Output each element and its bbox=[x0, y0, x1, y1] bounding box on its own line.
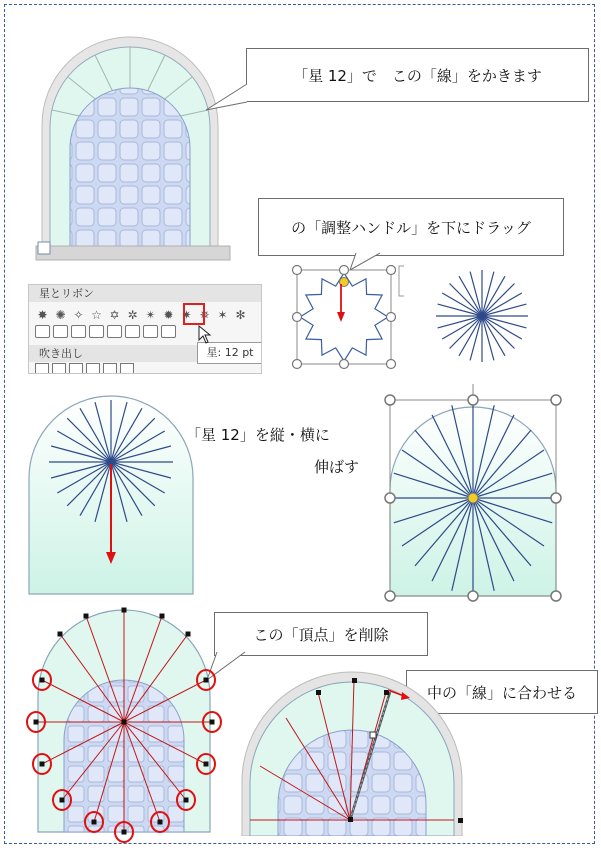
wave-shape-icon[interactable] bbox=[161, 325, 176, 338]
callout-shapes-row bbox=[35, 363, 134, 374]
vertex-point[interactable] bbox=[122, 830, 127, 835]
vertex-point[interactable] bbox=[158, 820, 163, 825]
callout-pointer bbox=[200, 80, 260, 120]
callout-shape-icon[interactable] bbox=[103, 363, 117, 374]
adjust-handle[interactable] bbox=[468, 493, 478, 503]
rotation-bracket bbox=[396, 264, 406, 298]
shape-tooltip: 星: 12 pt bbox=[197, 342, 262, 364]
ribbon-shape-icon[interactable] bbox=[35, 325, 50, 338]
explosion2-icon[interactable]: ✺ bbox=[55, 307, 66, 322]
callout-adjust-handle: の「調整ハンドル」を下にドラッグ bbox=[258, 198, 564, 256]
vertex-point[interactable] bbox=[34, 720, 39, 725]
vertex-point[interactable] bbox=[204, 678, 209, 683]
star12-burst-result bbox=[432, 268, 532, 364]
align-window[interactable] bbox=[238, 662, 470, 836]
ribbon-shape-icon[interactable] bbox=[71, 325, 86, 338]
vertex-point[interactable] bbox=[184, 798, 189, 803]
star8-icon[interactable]: ✴ bbox=[145, 307, 156, 322]
star12-icon[interactable]: ✷ bbox=[181, 307, 192, 322]
stretch-caption-1: 「星 12」を縦・横に bbox=[186, 426, 330, 444]
vertex-point[interactable] bbox=[210, 720, 215, 725]
vertex-point[interactable] bbox=[40, 762, 45, 767]
gallery-section-callouts: 吹き出し bbox=[29, 345, 261, 362]
ribbon-shapes-row bbox=[35, 325, 176, 338]
vertex-point[interactable] bbox=[84, 614, 89, 619]
star-shapes-row bbox=[35, 307, 248, 322]
window-illustration bbox=[30, 30, 240, 262]
stretched-star-right[interactable] bbox=[378, 384, 568, 602]
explosion1-icon[interactable]: ✸ bbox=[37, 307, 48, 322]
edit-points-window[interactable] bbox=[26, 604, 234, 844]
star5-icon[interactable]: ☆ bbox=[91, 307, 102, 322]
vertex-point[interactable] bbox=[122, 608, 127, 613]
star32-icon[interactable]: ✻ bbox=[235, 307, 246, 322]
star4-icon[interactable]: ✧ bbox=[73, 307, 84, 322]
callout-shape-icon[interactable] bbox=[69, 363, 83, 374]
star10-icon[interactable]: ✹ bbox=[163, 307, 174, 322]
star12-shape-selected[interactable] bbox=[288, 262, 408, 372]
ribbon-shape-icon[interactable] bbox=[89, 325, 104, 338]
vertex-point[interactable] bbox=[40, 678, 45, 683]
callout-align-line: 中の「線」に合わせる bbox=[406, 670, 598, 714]
star12-selection-highlight bbox=[183, 303, 205, 325]
star16-icon[interactable]: ✵ bbox=[199, 307, 210, 322]
stretched-star-left bbox=[26, 394, 198, 600]
vertex-point[interactable] bbox=[92, 820, 97, 825]
callout-delete-vertex: この「頂点」を削除 bbox=[214, 612, 428, 656]
callout-shape-icon[interactable] bbox=[120, 363, 134, 374]
vertex-point[interactable] bbox=[204, 762, 209, 767]
scroll-shape-icon[interactable] bbox=[107, 325, 122, 338]
center-vertex[interactable] bbox=[122, 720, 127, 725]
wave-shape-icon[interactable] bbox=[143, 325, 158, 338]
gallery-section-stars: 星とリボン bbox=[29, 285, 261, 302]
star6-icon[interactable]: ✡ bbox=[109, 307, 120, 322]
mouse-pointer-icon bbox=[197, 325, 213, 345]
star7-icon[interactable]: ✲ bbox=[127, 307, 138, 322]
scroll-shape-icon[interactable] bbox=[125, 325, 140, 338]
vertex-point[interactable] bbox=[160, 614, 165, 619]
stretch-caption-2: 伸ばす bbox=[314, 458, 360, 476]
star24-icon[interactable]: ✶ bbox=[217, 307, 228, 322]
shapes-gallery[interactable] bbox=[28, 284, 262, 374]
callout-shape-icon[interactable] bbox=[86, 363, 100, 374]
callout-shape-icon[interactable] bbox=[35, 363, 49, 374]
vertex-point[interactable] bbox=[60, 798, 65, 803]
vertex-point[interactable] bbox=[58, 632, 63, 637]
callout-shape-icon[interactable] bbox=[52, 363, 66, 374]
vertex-point[interactable] bbox=[186, 632, 191, 637]
callout-draw-line: 「星 12」で この「線」をかきます bbox=[246, 48, 589, 102]
ribbon-shape-icon[interactable] bbox=[53, 325, 68, 338]
